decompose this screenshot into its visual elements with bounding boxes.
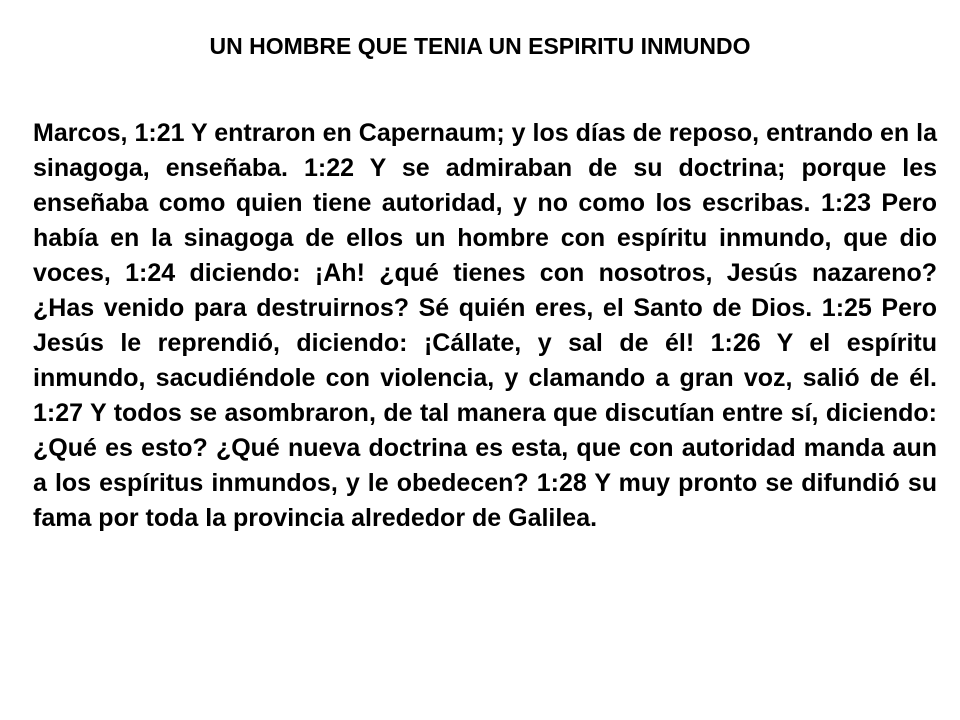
scripture-passage: Marcos, 1:21 Y entraron en Capernaum; y los días de reposo, entrando en la sinagoga, enseñaba. 1:22 Y se admiraban de su doctrina; porque les enseñaba como quien tiene autoridad, y no como los escribas. 1:23 Pero había en la sinagoga de ellos un hombre con espíritu inmundo, que dio voces, 1:24 diciendo: ¡Ah! ¿qué tienes con nosotros, Jesús nazareno? ¿Has venido para destruirnos? Sé quién eres, el Santo de Dios. 1:25 Pero Jesús le reprendió, diciendo: ¡Cállate, y sal de él! 1:26 Y el espíritu inmundo, sacudiéndole con violencia, y clamando a gran voz, salió de él. 1:27 Y todos se asombraron, de tal manera que discutían entre sí, diciendo: ¿Qué es esto? ¿Qué nueva doctrina es esta, que con autoridad manda aun a los espíritus inmundos, y le obedecen? 1:28 Y muy pronto se difundió su fama por toda la provincia alrededor de Galilea. [33,119,937,532]
page-title: UN HOMBRE QUE TENIA UN ESPIRITU INMUNDO [209,33,751,59]
